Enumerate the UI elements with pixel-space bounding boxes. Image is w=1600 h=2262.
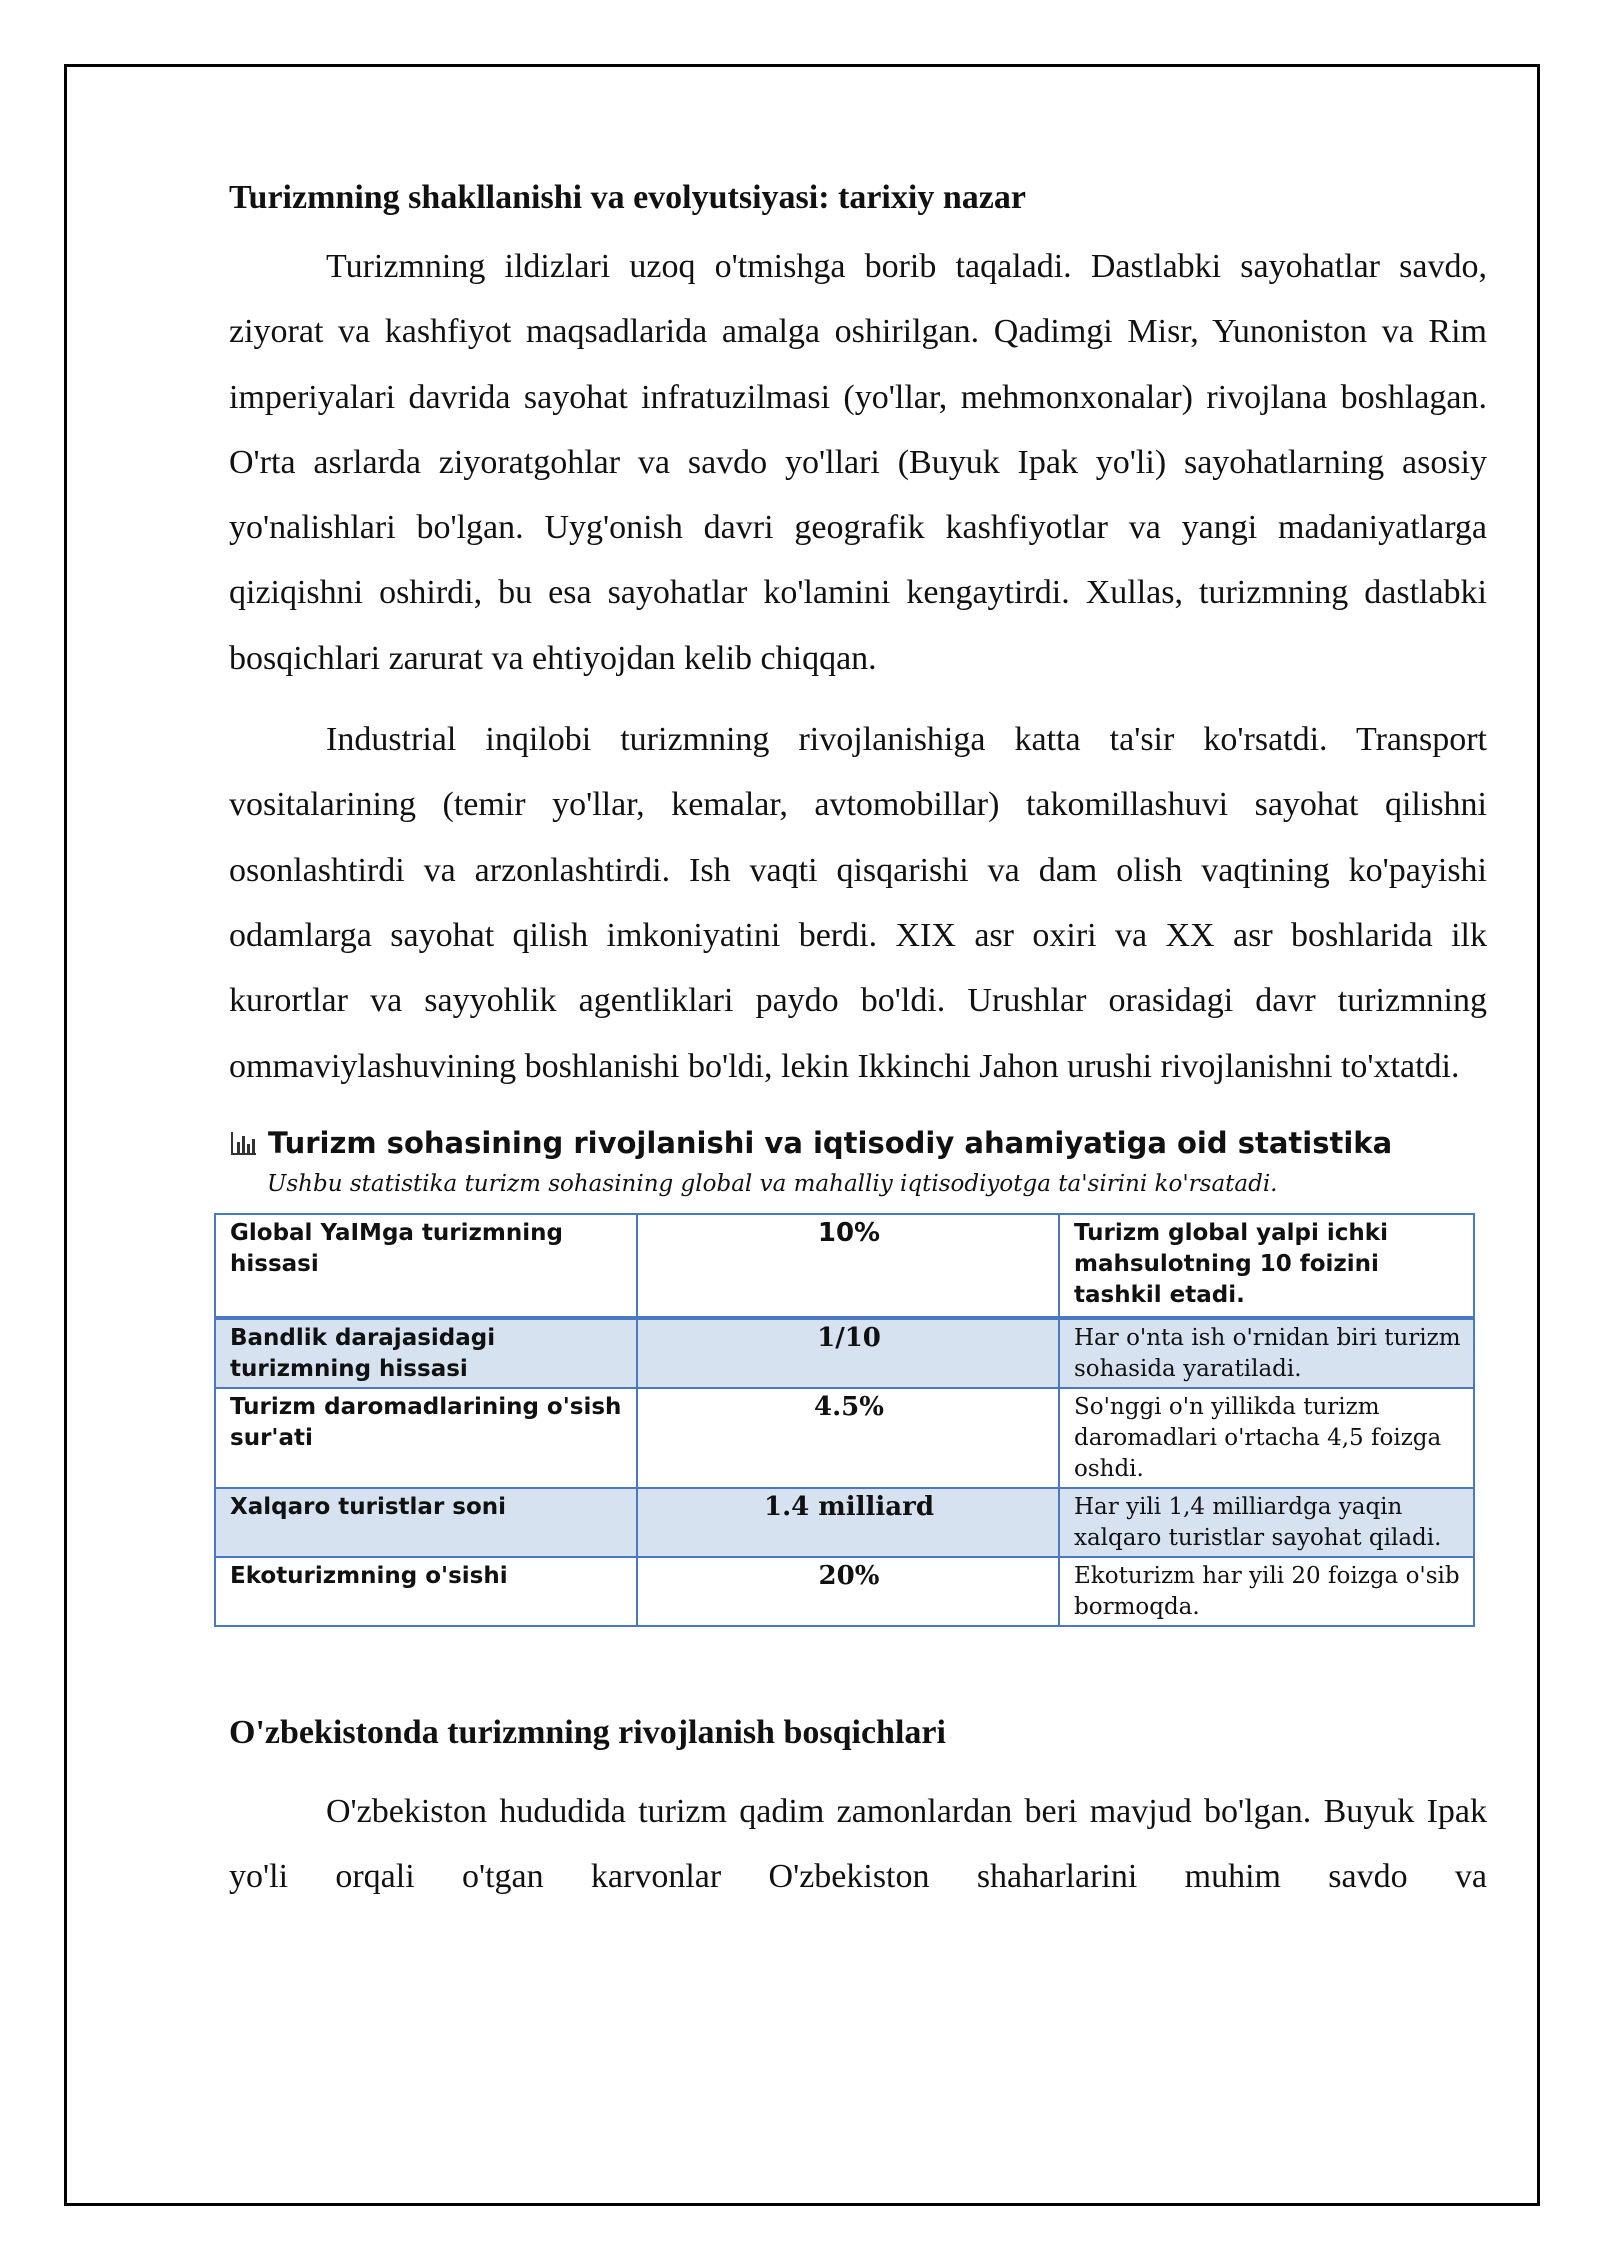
stat-label: Turizm daromadlarining o'sish sur'ati [215,1388,637,1488]
stats-title [230,1121,1487,1165]
stat-value: 20% [637,1557,1059,1626]
bar-chart-icon [230,1130,258,1156]
table-row [215,1557,1474,1626]
paragraph-uzbekistan: O'zbekiston hududida turizm qadim zamonlardan beri mavjud bo'lgan. Buyuk Ipak yo'li orqali o'tgan karvonlar O'zbekiston shaharlarini muhim savdo va [229,1792,1487,1896]
stat-note: So'nggi o'n yillikda turizm daromadlari o'rtacha 4,5 foizga oshdi. [1059,1388,1474,1488]
stat-label: Ekoturizmning o'sishi [215,1557,637,1626]
stat-value: 1.4 milliard [637,1488,1059,1557]
table-row [215,1318,1474,1388]
section-heading-uzbekistan: O'zbekistonda turizmning rivojlanish bosqichlari [229,1713,946,1751]
stat-value: 1/10 [637,1318,1059,1388]
stats-title-text: Turizm sohasining rivojlanishi va iqtisodiy ahamiyatiga oid statistika [268,1125,1393,1160]
stat-note: Turizm global yalpi ichki mahsulotning 10 foizini tashkil etadi. [1059,1214,1474,1318]
stats-subtitle: Ushbu statistika turizm sohasining global va mahalliy iqtisodiyotga ta'sirini ko'rsatadi. [267,1170,1278,1197]
stat-label: Global YaIMga turizmning hissasi [215,1214,637,1318]
paragraph-industrial: Industrial inqilobi turizmning rivojlanishiga katta ta'sir ko'rsatdi. Transport vositalarining (temir yo'llar, kemalar, avtomobillar) takomillashuvi sayohat qilishni osonlashtirdi va arzonlashtirdi. Ish vaqti qisqarishi va dam olish vaqtining ko'payishi odamlarga sayohat qilish imkoniyatini berdi. XIX asr oxiri va XX asr boshlarida ilk kurortlar va sayyohlik agentliklari paydo bo'ldi. Urushlar orasidagi davr turizmning ommaviylashuvining boshlanishi bo'ldi, lekin Ikkinchi Jahon urushi rivojlanishni to'xtatdi. [229,721,1487,1085]
stat-label: Xalqaro turistlar soni [215,1488,637,1557]
paragraph-origins: Turizmning ildizlari uzoq o'tmishga borib taqaladi. Dastlabki sayohatlar savdo, ziyorat va kashfiyot maqsadlarida amalga oshirilgan. Qadimgi Misr, Yunoniston va Rim imperiyalari davrida sayohat infratuzilmasi (yo'llar, mehmonxonalar) rivojlana boshlagan. O'rta asrlarda ziyoratgohlar va savdo yo'llari (Buyuk Ipak yo'li) sayohatlarning asosiy yo'nalishlari bo'lgan. Uyg'onish davri geografik kashfiyotlar va yangi madaniyatlarga qiziqishni oshirdi, bu esa sayohatlar ko'lamini kengaytirdi. Xullas, turizmning dastlabki bosqichlari zarurat va ehtiyojdan kelib chiqqan. [229,248,1487,677]
table-row [215,1488,1474,1557]
table-row [215,1214,1474,1318]
table-row [215,1388,1474,1488]
stat-value: 10% [637,1214,1059,1318]
stat-note: Har yili 1,4 milliardga yaqin xalqaro turistlar sayohat qiladi. [1059,1488,1474,1557]
stat-value: 4.5% [637,1388,1059,1488]
stat-note: Har o'nta ish o'rnidan biri turizm sohasida yaratiladi. [1059,1318,1474,1388]
stats-table [214,1213,1475,1627]
stat-label: Bandlik darajasidagi turizmning hissasi [215,1318,637,1388]
document-body [229,170,1487,1909]
stat-note: Ekoturizm har yili 20 foizga o'sib bormoqda. [1059,1557,1474,1626]
section-heading-history: Turizmning shakllanishi va evolyutsiyasi: tarixiy nazar [229,179,1026,216]
